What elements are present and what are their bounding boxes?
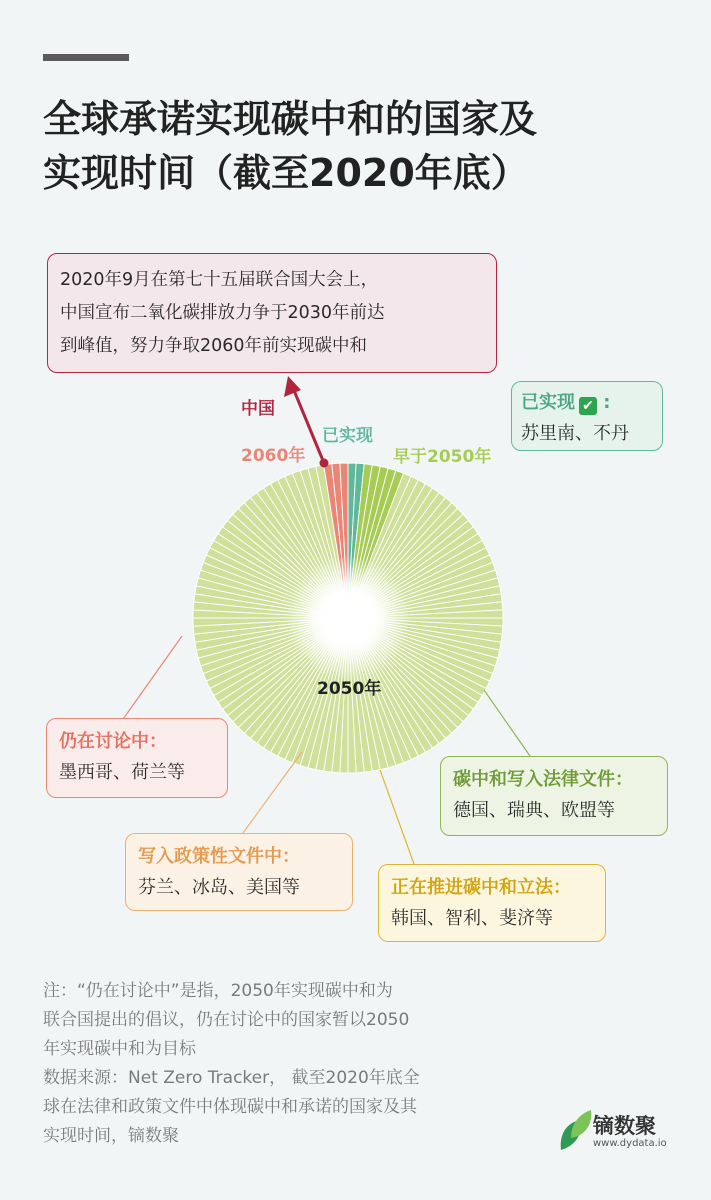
achieved-body: 苏里南、不丹 bbox=[521, 423, 629, 444]
source-line-1: 数据来源：Net Zero Tracker， 截至2020年底全 bbox=[43, 1068, 420, 1088]
law-callout bbox=[440, 756, 668, 836]
policy-head: 写入政策性文件中： bbox=[138, 846, 300, 867]
leaf-logo-icon bbox=[557, 1108, 593, 1154]
label-2050: 2050年 bbox=[317, 679, 382, 699]
footnote-line-1: 注：“仍在讨论中”是指，2050年实现碳中和为 bbox=[43, 981, 393, 1001]
source-line-2: 球在法律和政策文件中体现碳中和承诺的国家及其 bbox=[43, 1097, 417, 1117]
label-before-2050: 早于2050年 bbox=[393, 447, 492, 467]
china-callout-line-1: 2020年9月在第七十五届联合国大会上， bbox=[60, 270, 379, 290]
law-body: 德国、瑞典、欧盟等 bbox=[453, 800, 615, 821]
title-line-2: 实现时间（截至2020年底） bbox=[43, 151, 529, 195]
china-callout-line-2: 中国宣布二氧化碳排放力争于2030年前达 bbox=[60, 303, 385, 323]
discussing-head: 仍在讨论中： bbox=[59, 731, 167, 752]
check-mark-icon: ✔ bbox=[579, 397, 597, 415]
footnote-line-2: 联合国提出的倡议，仍在讨论中的国家暂以2050 bbox=[43, 1010, 410, 1030]
pie-center-glow bbox=[193, 463, 503, 773]
label-achieved: 已实现 bbox=[322, 426, 373, 446]
label-china: 中国 bbox=[241, 399, 275, 419]
label-2060: 2060年 bbox=[241, 446, 306, 466]
legislating-callout bbox=[378, 864, 606, 942]
policy-callout bbox=[125, 833, 353, 911]
footnote bbox=[43, 977, 523, 1151]
logo-url: www.dydata.io bbox=[593, 1138, 667, 1149]
achieved-head: 已实现 bbox=[521, 392, 575, 413]
logo-name: 镝数聚 bbox=[593, 1114, 656, 1138]
legislating-body: 韩国、智利、斐济等 bbox=[391, 908, 553, 929]
leader-line-discussing bbox=[121, 636, 182, 722]
leader-line-policy bbox=[243, 752, 302, 833]
legislating-head: 正在推进碳中和立法： bbox=[391, 877, 571, 898]
source-line-3: 实现时间，镝数聚 bbox=[43, 1126, 179, 1146]
achieved-colon: : bbox=[597, 392, 611, 413]
policy-body: 芬兰、冰岛、美国等 bbox=[138, 877, 300, 898]
footnote-line-3: 年实现碳中和为目标 bbox=[43, 1039, 196, 1059]
china-dot bbox=[320, 459, 329, 468]
china-callout-line-3: 到峰值，努力争取2060年前实现碳中和 bbox=[60, 336, 368, 356]
discussing-callout bbox=[46, 718, 228, 798]
china-arrow-head bbox=[284, 376, 301, 397]
leader-line-legislating bbox=[380, 770, 414, 864]
leader-line-law bbox=[484, 690, 530, 756]
law-head: 碳中和写入法律文件： bbox=[453, 769, 633, 790]
brand-logo bbox=[557, 1108, 697, 1158]
discussing-body: 墨西哥、荷兰等 bbox=[59, 762, 185, 783]
title-line-1: 全球承诺实现碳中和的国家及 bbox=[43, 97, 538, 141]
